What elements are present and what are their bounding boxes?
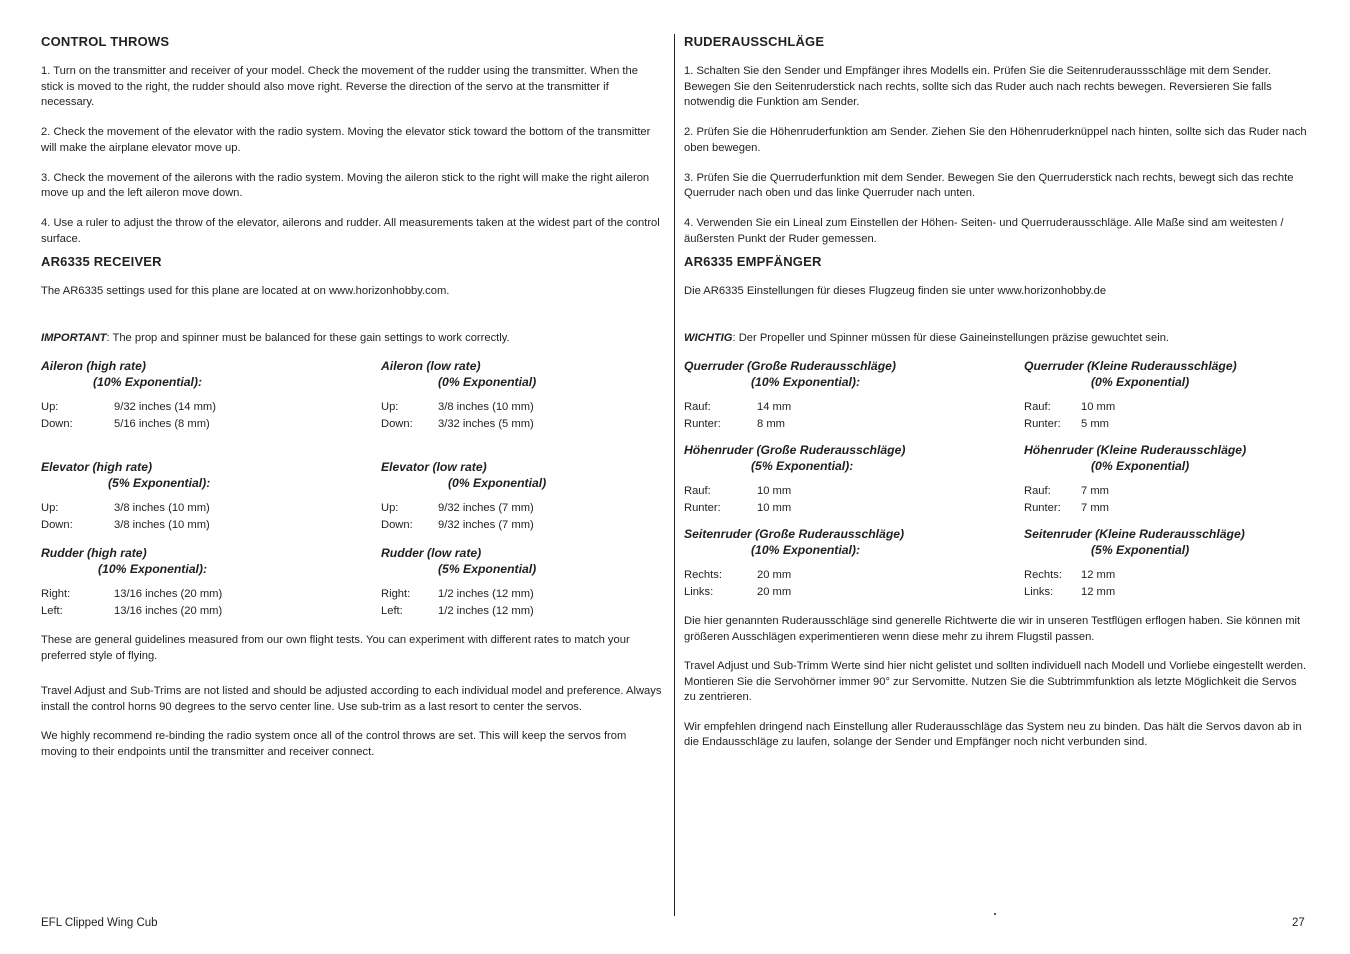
important-text: : Der Propeller und Spinner müssen für diese Gaineinstellungen präzise gewuchtet sein. [732,331,1170,344]
setting-heading: Seitenruder (Große Ruderausschläge) [684,527,905,541]
row-value: 13/16 inches (20 mm) [114,605,223,617]
row-label: Up: [381,502,399,514]
setting-heading: Höhenruder (Große Ruderausschläge) [684,443,906,457]
row-label: Down: [41,519,73,531]
page-number: 27 [1292,917,1305,929]
row-value: 7 mm [1081,485,1109,497]
row-label: Rauf: [684,485,711,497]
important-note [684,331,1309,347]
row-label: Down: [41,418,73,430]
aileron-settings [41,359,663,433]
setting-heading: Querruder (Kleine Ruderausschläge) [1024,359,1237,373]
setting-exponential: (10% Exponential): [93,374,203,389]
note-paragraph: These are general guidelines measured from our own flight tests. You can experiment with different rates to match your preferred style of flying. [41,634,630,662]
instruction-item: 2. Prüfen Sie die Höhenruderfunktion am Sender. Ziehen Sie den Höhenruderknüppel nach hinten, sollte sich das Ruder nach oben bewegen. [684,126,1307,154]
row-label: Down: [381,519,413,531]
instruction-item: 2. Check the movement of the elevator with the radio system. Moving the elevator stick toward the bottom of the transmitter will make the airplane elevator move up. [41,126,651,154]
row-value: 12 mm [1081,569,1116,581]
setting-exponential: (0% Exponential) [1091,374,1190,389]
receiver-title: AR6335 RECEIVER [41,254,162,269]
row-label: Links: [684,586,714,598]
instruction-item: 3. Check the movement of the ailerons with the radio system. Moving the aileron stick to the right will make the right aileron move up and the left aileron move down. [41,171,650,199]
ruderausschlaege-title: RUDERAUSSCHLÄGE [684,34,825,49]
row-value: 9/32 inches (14 mm) [114,401,216,413]
setting-exponential: (0% Exponential) [438,374,537,389]
row-value: 8 mm [757,418,785,430]
row-value: 3/32 inches (5 mm) [438,418,534,430]
row-value: 3/8 inches (10 mm) [114,519,210,531]
english-column [41,33,663,760]
setting-exponential: (5% Exponential): [751,458,854,473]
seitenruder-settings [684,527,1309,601]
row-label: Up: [41,502,59,514]
footer-product-name: EFL Clipped Wing Cub [41,917,158,929]
row-label: Up: [381,401,399,413]
important-text: : The prop and spinner must be balanced for these gain settings to work correctly. [106,331,510,344]
row-value: 1/2 inches (12 mm) [438,588,534,600]
important-label: WICHTIG [684,331,733,344]
row-value: 7 mm [1081,502,1109,514]
setting-exponential: (0% Exponential) [1091,458,1190,473]
row-value: 20 mm [757,586,792,598]
important-label: IMPORTANT [41,331,107,344]
instruction-item: 1. Turn on the transmitter and receiver of your model. Check the movement of the rudder using the transmitter. When the stick is moved to the right, the rudder should also move right. Reverse the direction of the servo at the transmitter if necessary. [41,65,638,108]
row-label: Runter: [684,502,721,514]
elevator-settings [41,460,663,534]
hoehenruder-settings [684,443,1309,517]
row-value: 1/2 inches (12 mm) [438,605,534,617]
rudder-settings [41,546,663,620]
setting-exponential: (5% Exponential) [438,561,537,576]
row-label: Down: [381,418,413,430]
note-paragraph: Die hier genannten Ruderausschläge sind generelle Richtwerte die wir in unseren Testflügen erflogen haben. Sie können mit größeren Ausschlägen experimentieren wenn diese mehr zu ihrem Flugstil passen. [684,615,1301,643]
instruction-item: 4. Use a ruler to adjust the throw of the elevator, ailerons and rudder. All measurements taken at the widest part of the control surface. [41,217,660,245]
row-label: Runter: [684,418,721,430]
row-value: 20 mm [757,569,792,581]
row-label: Runter: [1024,418,1061,430]
setting-heading: Rudder (high rate) [41,546,147,560]
setting-heading: Aileron (low rate) [381,359,481,373]
row-value: 5 mm [1081,418,1109,430]
setting-exponential: (5% Exponential) [1091,542,1190,557]
row-value: 9/32 inches (7 mm) [438,519,534,531]
row-label: Left: [41,605,63,617]
row-label: Rechts: [684,569,722,581]
row-value: 10 mm [757,485,792,497]
note-paragraph: Travel Adjust and Sub-Trims are not listed and should be adjusted according to each individual model and preference. Always install the control horns 90 degrees to the servo center line. Use sub-trim as a last resort to center the servos. [41,685,662,713]
row-label: Rechts: [1024,569,1062,581]
row-value: 14 mm [757,401,792,413]
row-label: Rauf: [1024,485,1051,497]
row-label: Left: [381,605,403,617]
instruction-item: 1. Schalten Sie den Sender und Empfänger ihres Modells ein. Prüfen Sie die Seitenruderaussschläge mit dem Sender. Bewegen Sie den Seitenruderstick nach rechts, sollte sich das Ruder auch nach rechts bewegen. Reversieren Sie falls notwendig die Funktion am Sender. [684,65,1272,108]
row-label: Runter: [1024,502,1061,514]
row-value: 3/8 inches (10 mm) [438,401,534,413]
setting-heading: Seitenruder (Kleine Ruderausschläge) [1024,527,1245,541]
column-divider [674,34,675,916]
note-paragraph: Wir empfehlen dringend nach Einstellung aller Ruderausschläge das System neu zu binden. Das hält die Servos davon ab in die Endausschläge zu laufen, solange der Sender und Empfänger noch nicht verbunden sind. [684,720,1302,748]
stray-dot [994,913,996,915]
receiver-title: AR6335 EMPFÄNGER [684,254,822,269]
setting-heading: Querruder (Große Ruderausschläge) [684,359,896,373]
row-value: 3/8 inches (10 mm) [114,502,210,514]
row-label: Rauf: [1024,401,1051,413]
querruder-settings [684,359,1309,433]
note-paragraph: Travel Adjust und Sub-Trimm Werte sind hier nicht gelistet und sollten individuell nach Modell und Vorliebe eingestellt werden. Montieren Sie die Servohörner immer 90° zur Servomitte. Nutzen Sie die Subtrimmfunktion als letzte Möglichkeit die Servos zu zentrieren. [684,660,1307,703]
row-value: 12 mm [1081,586,1116,598]
row-label: Links: [1024,586,1054,598]
setting-heading: Elevator (low rate) [381,460,487,474]
setting-heading: Höhenruder (Kleine Ruderausschläge) [1024,443,1247,457]
setting-heading: Rudder (low rate) [381,546,482,560]
instruction-item: 4. Verwenden Sie ein Lineal zum Einstellen der Höhen- Seiten- und Querruderausschläge. Alle Maße sind am weitesten / äußersten Punkt der Ruder gemessen. [684,217,1284,245]
receiver-text: Die AR6335 Einstellungen für dieses Flugzeug finden sie unter www.horizonhobby.de [684,285,1107,297]
row-label: Up: [41,401,59,413]
row-value: 9/32 inches (7 mm) [438,502,534,514]
row-label: Right: [381,588,411,600]
row-value: 10 mm [757,502,792,514]
setting-heading: Aileron (high rate) [41,359,146,373]
control-throws-title: CONTROL THROWS [41,34,170,49]
setting-heading: Elevator (high rate) [41,460,153,474]
row-label: Right: [41,588,71,600]
setting-exponential: (10% Exponential): [751,542,861,557]
important-note [41,331,663,347]
row-value: 5/16 inches (8 mm) [114,418,210,430]
setting-exponential: (10% Exponential): [751,374,861,389]
setting-exponential: (5% Exponential): [108,475,211,490]
row-value: 13/16 inches (20 mm) [114,588,223,600]
row-label: Rauf: [684,401,711,413]
setting-exponential: (10% Exponential): [98,561,208,576]
note-paragraph: We highly recommend re-binding the radio system once all of the control throws are set. This will keep the servos from moving to their endpoints until the transmitter and receiver connect. [41,730,627,758]
german-column [684,33,1309,751]
instruction-item: 3. Prüfen Sie die Querruderfunktion mit dem Sender. Bewegen Sie den Querruderstick nach rechts, bewegt sich das rechte Querruder nach oben und das linke Querruder nach unten. [684,171,1294,199]
setting-exponential: (0% Exponential) [448,475,547,490]
row-value: 10 mm [1081,401,1116,413]
receiver-text: The AR6335 settings used for this plane are located at on www.horizonhobby.com. [41,285,450,297]
